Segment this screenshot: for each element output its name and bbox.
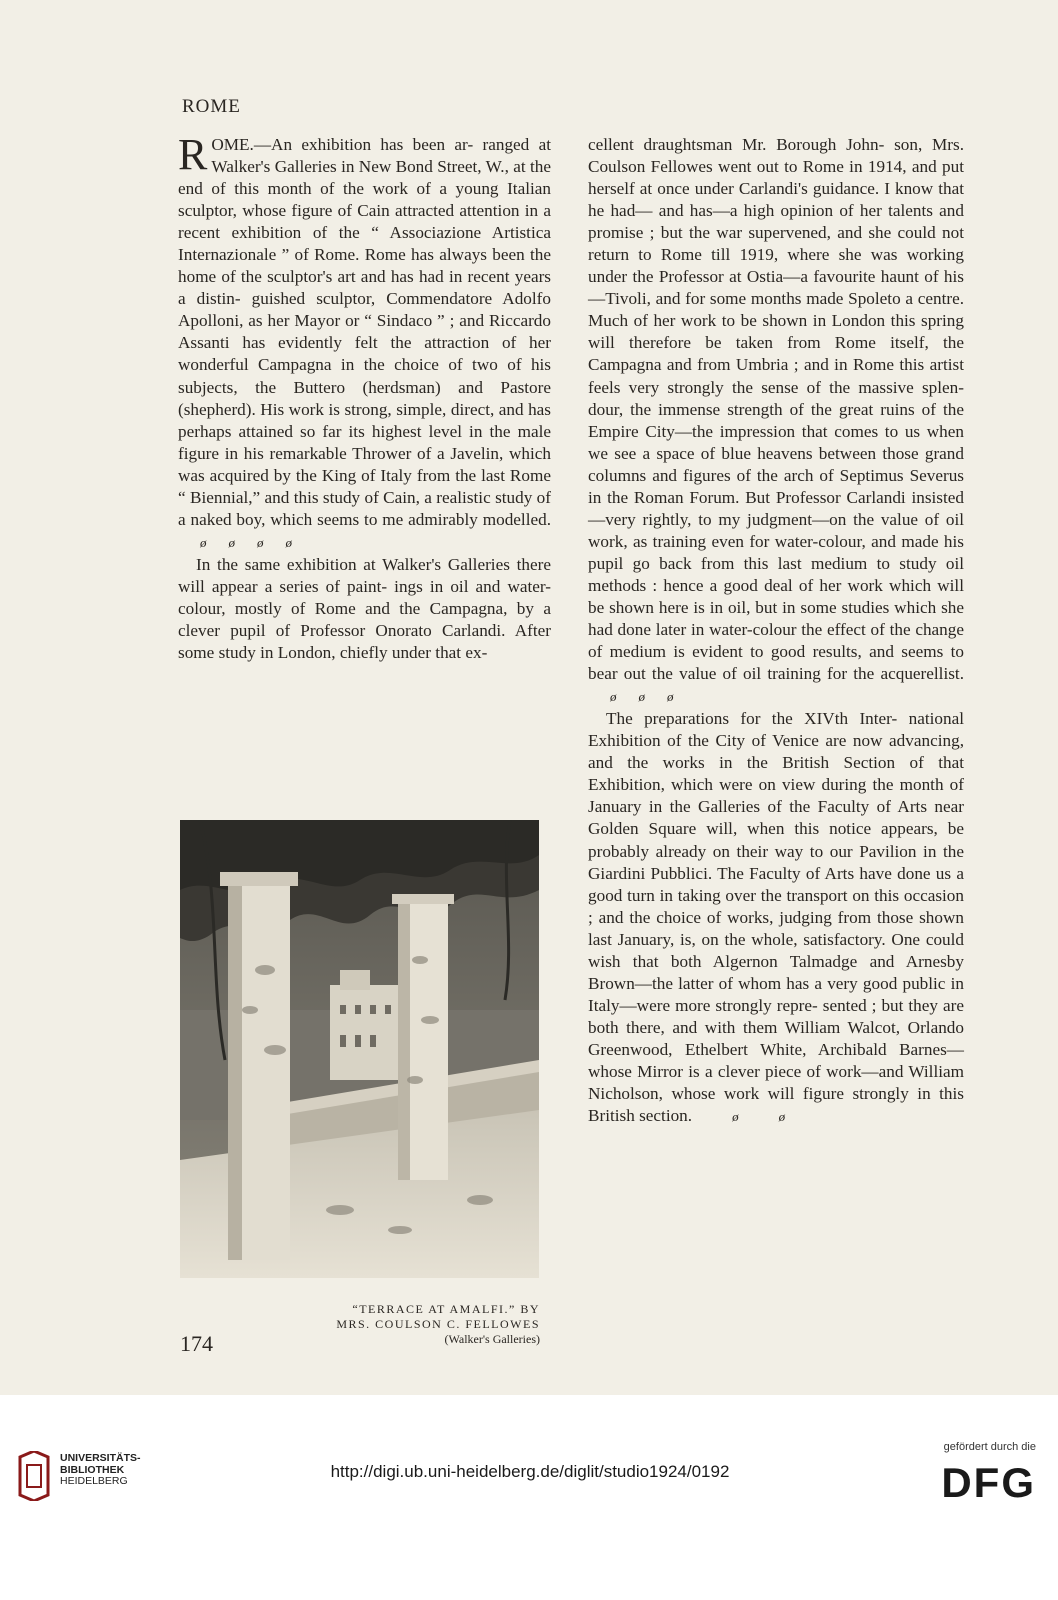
left-column [178, 130, 551, 664]
ornament-mark: ø [200, 534, 207, 550]
permalink-url[interactable]: http://digi.ub.uni-heidelberg.de/diglit/studio1924/0192 [330, 1462, 730, 1481]
library-name-line: UNIVERSITÄTS- [60, 1452, 141, 1464]
ornament-mark: ø [732, 1109, 739, 1125]
ornament-mark: ø [638, 689, 645, 705]
paragraph-text: OME.—An exhibition has been ar- ranged at Walker's Galleries in New Bond Street, W., at the end of this month of the work of a young Italian sculptor, whose figure of Cain attracted attention in a recent exhibition of the “ Associazione Artistica Internazionale ” of Rome. Rome has always been the home of the sculptor's art and has had in recent years a distin- guished sculptor, Commendatore Adolfo Apolloni, as her Mayor or “ Sindaco ” ; and Riccardo Assanti has evidently felt the attraction of her wonderful Campagna in the choice of two of his subjects, the Buttero (herdsman) and Pastore (shepherd). His work is strong, simple, direct, and has perhaps attained so far its highest level in the male figure in his remarkable Thrower of a Javelin, which was acquired by the King of Italy from the last Rome “ Biennial,” and this study of Cain, a realistic study of a naked boy, which seems to me admirably modelled. [178, 135, 551, 529]
painting-image [180, 820, 539, 1278]
caption-title: “TERRACE AT AMALFI.” BY [352, 1302, 540, 1316]
terrace-at-amalfi-illustration [180, 820, 539, 1278]
library-name [60, 1453, 141, 1488]
paragraph-text: The preparations for the XIVth Inter- national Exhibition of the City of Venice are now advancing, and the works in the British Section of that Exhibition, which were on view during the month of January in the Galleries of the Faculty of Arts near Golden Square will, when this notice appears, be probably already on their way to our Pavilion in the Giardini Pubblici. The Faculty of Arts have done us a good turn in taking over the transport on this occasion ; and the choice of works, judging from those shown last January, is, on the whole, satisfactory. One could wish that both Algernon Talmadge and Arnesby Brown—the latter of whom has a very good public in Italy—were more strongly repre- sented ; but they are both there, and with them William Walcot, Orlando Greenwood, Ethelbert White, Archibald Barnes—whose Mirror is a clever piece of work—and William Nicholson, whose work will figure strongly in this British section. [588, 709, 964, 1126]
library-name-line: BIBLIOTHEK [60, 1463, 125, 1476]
paragraph-text: In the same exhibition at Walker's Galleries there will appear a series of paint- ings in oil and water-colour, mostly of Rome and the Campagna, by a clever pupil of Professor Onorato Carlandi. After some study in London, chiefly under that ex- [178, 554, 551, 663]
paragraph-rome-exhibition [178, 130, 551, 554]
ornament-mark: ø [257, 534, 264, 550]
dfg-logo: DFG [941, 1459, 1036, 1506]
funded-by-label: gefördert durch die [943, 1441, 1036, 1453]
ornament-mark: ø [667, 689, 674, 705]
figure-caption [230, 1302, 540, 1347]
right-column [588, 134, 964, 1128]
paragraph-venice-exhibition [588, 708, 964, 1128]
caption-credit: (Walker's Galleries) [444, 1332, 540, 1346]
running-head: ROME [182, 96, 241, 117]
digitization-footer [0, 1395, 1058, 1600]
drop-cap: R [178, 130, 208, 179]
paragraph-coulson-fellowes [588, 134, 964, 708]
page-number: 174 [180, 1331, 213, 1356]
ornament-mark: ø [610, 689, 617, 705]
library-name-line: HEIDELBERG [60, 1475, 128, 1487]
ornament-mark: ø [228, 534, 235, 550]
paragraph-walkers-galleries [178, 554, 551, 664]
library-crest-icon [18, 1451, 50, 1501]
paragraph-text: cellent draughtsman Mr. Borough John- son, Mrs. Coulson Fellowes went out to Rome in 1914, and put herself at once under Carlandi's guidance. I know that he had— and has—a high opinion of her talents and promise ; but the war supervened, and she could not return to Rome till 1919, where she was working under the Professor at Ostia—a favourite haunt of his—Tivoli, and for some months made Spoleto a centre. Much of her work to be shown in London this spring will therefore be taken from Rome itself, the Campagna and from Umbria ; and in Rome this artist feels very strongly the sense of the massive splen- dour, the immense strength of the great ruins of the Empire City—the impression that comes to us when we see a space of blue heavens between those grand columns and figures of the arch of Septimus Severus in the Roman Forum. But Professor Carlandi insisted—very rightly, to my judgment—on the value of oil work, as training even for water-colour, and made his pupil go back from this last medium to study oil methods : hence a good deal of her work which will be shown here is in oil, but in some studies which she had done later in water-colour the effect of the change of medium is evident to good results, and seems to bear out the value of oil training for the acquerellist. [588, 135, 964, 684]
ornament-mark: ø [778, 1109, 786, 1125]
ornament-mark: ø [285, 534, 292, 550]
caption-artist: MRS. COULSON C. FELLOWES [336, 1317, 540, 1331]
